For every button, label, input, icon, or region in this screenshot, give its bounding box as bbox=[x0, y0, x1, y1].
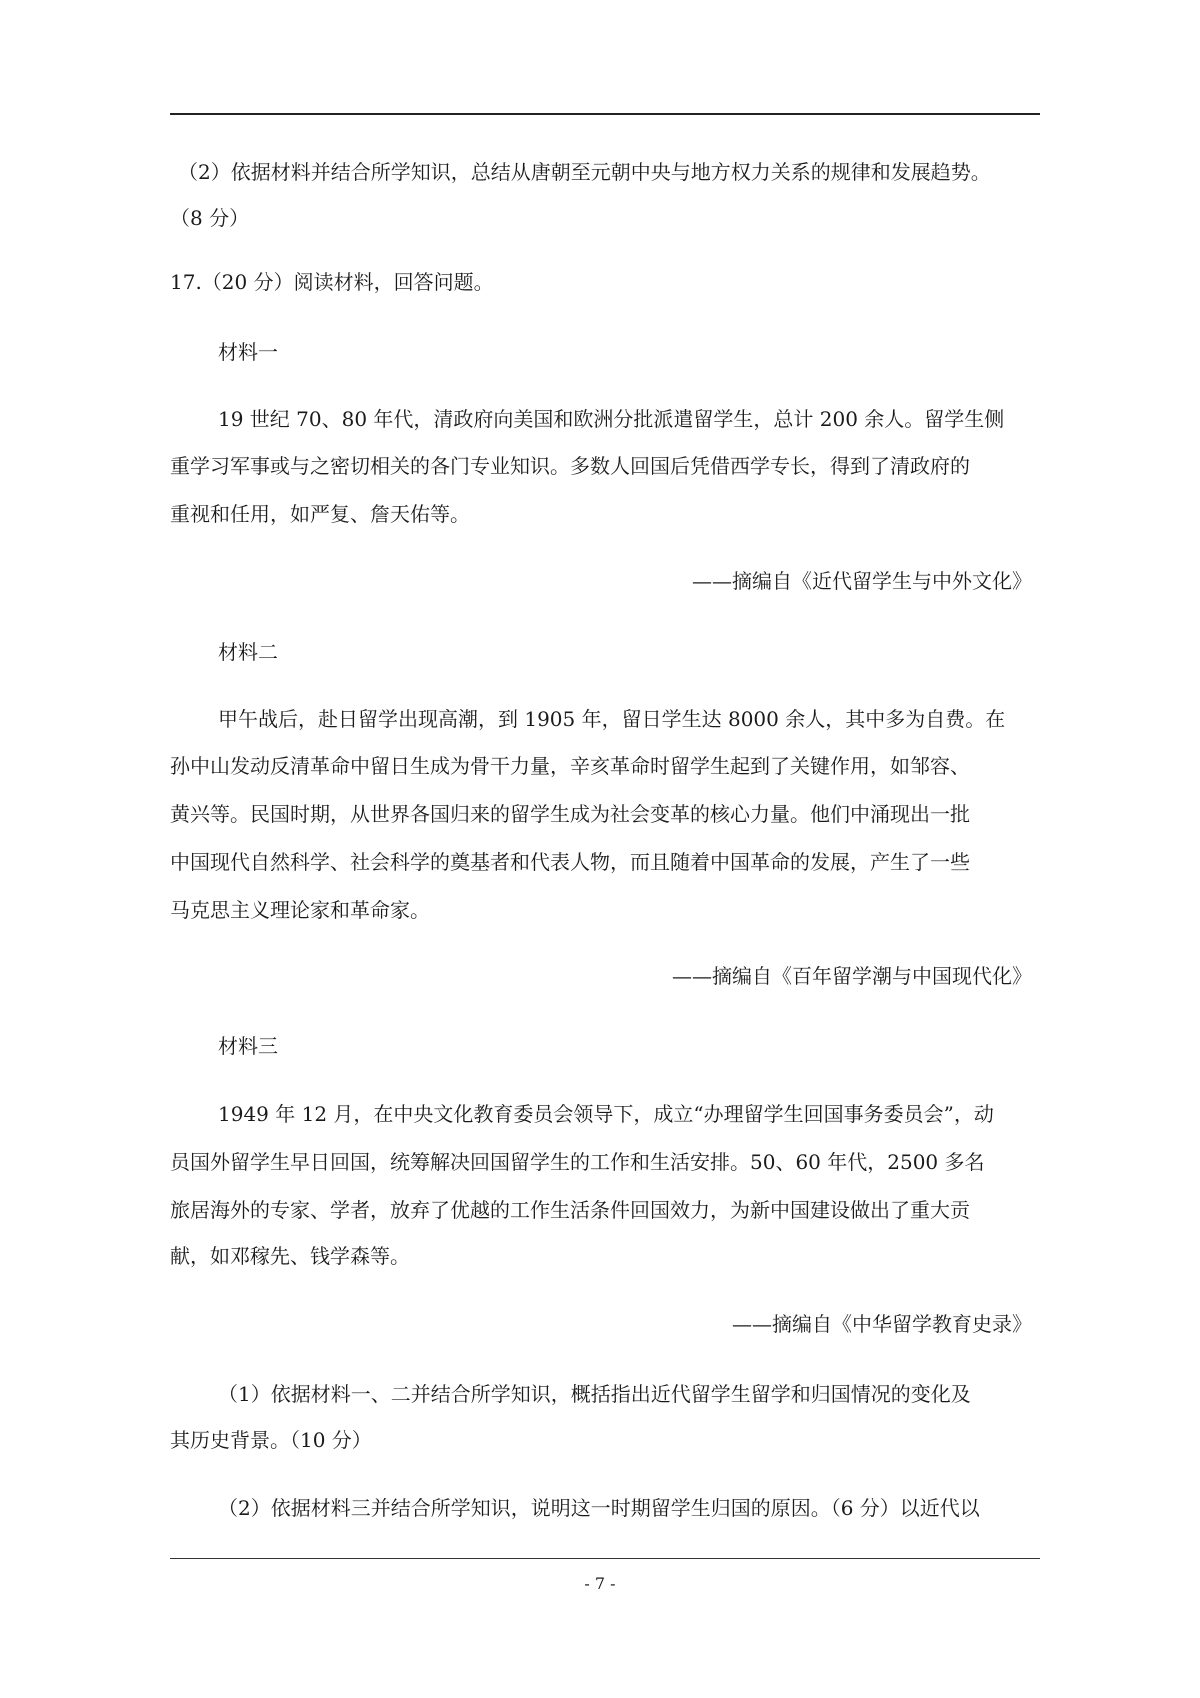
material1-source: ——摘编自《近代留学生与中外文化》 bbox=[692, 569, 1032, 593]
question2-line1: （2）依据材料三并结合所学知识，说明这一时期留学生归国的原因。（6 分）以近代以 bbox=[218, 1496, 980, 1520]
material3-line4: 献，如邓稼先、钱学森等。 bbox=[170, 1244, 410, 1268]
material1-title: 材料一 bbox=[218, 340, 278, 364]
q16-part2-line2: （8 分） bbox=[170, 206, 250, 230]
material1-line2: 重学习军事或与之密切相关的各门专业知识。多数人回国后凭借西学专长，得到了清政府的 bbox=[170, 454, 970, 478]
material3-line1: 1949 年 12 月，在中央文化教育委员会领导下，成立“办理留学生回国事务委员会”，动 bbox=[218, 1102, 994, 1126]
q17-heading: 17.（20 分）阅读材料，回答问题。 bbox=[170, 270, 494, 294]
page-number: - 7 - bbox=[584, 1574, 616, 1593]
material2-line5: 马克思主义理论家和革命家。 bbox=[170, 898, 430, 922]
material2-line4: 中国现代自然科学、社会科学的奠基者和代表人物，而且随着中国革命的发展，产生了一些 bbox=[170, 850, 970, 874]
q16-part2-line1: （2）依据材料并结合所学知识，总结从唐朝至元朝中央与地方权力关系的规律和发展趋势。 bbox=[178, 160, 991, 184]
header-rule bbox=[170, 113, 1040, 115]
material1-line3: 重视和任用，如严复、詹天佑等。 bbox=[170, 502, 470, 526]
material2-title: 材料二 bbox=[218, 640, 278, 664]
material2-line3: 黄兴等。民国时期，从世界各国归来的留学生成为社会变革的核心力量。他们中涌现出一批 bbox=[170, 802, 970, 826]
material3-line3: 旅居海外的专家、学者，放弃了优越的工作生活条件回国效力，为新中国建设做出了重大贡 bbox=[170, 1198, 970, 1222]
material3-title: 材料三 bbox=[218, 1034, 278, 1058]
material3-source: ——摘编自《中华留学教育史录》 bbox=[732, 1312, 1032, 1336]
question1-line2: 其历史背景。（10 分） bbox=[170, 1428, 372, 1452]
question1-line1: （1）依据材料一、二并结合所学知识，概括指出近代留学生留学和归国情况的变化及 bbox=[218, 1382, 971, 1406]
material2-line2: 孙中山发动反清革命中留日生成为骨干力量，辛亥革命时留学生起到了关键作用，如邹容、 bbox=[170, 754, 970, 778]
footer-rule bbox=[170, 1558, 1040, 1559]
material2-line1: 甲午战后，赴日留学出现高潮，到 1905 年，留日学生达 8000 余人，其中多为自费。在 bbox=[218, 707, 1006, 731]
material2-source: ——摘编自《百年留学潮与中国现代化》 bbox=[672, 964, 1032, 988]
material1-line1: 19 世纪 70、80 年代，清政府向美国和欧洲分批派遣留学生，总计 200 余人。留学生侧 bbox=[218, 407, 1005, 431]
material3-line2: 员国外留学生早日回国，统筹解决回国留学生的工作和生活安排。50、60 年代，2500 多名 bbox=[170, 1150, 985, 1174]
